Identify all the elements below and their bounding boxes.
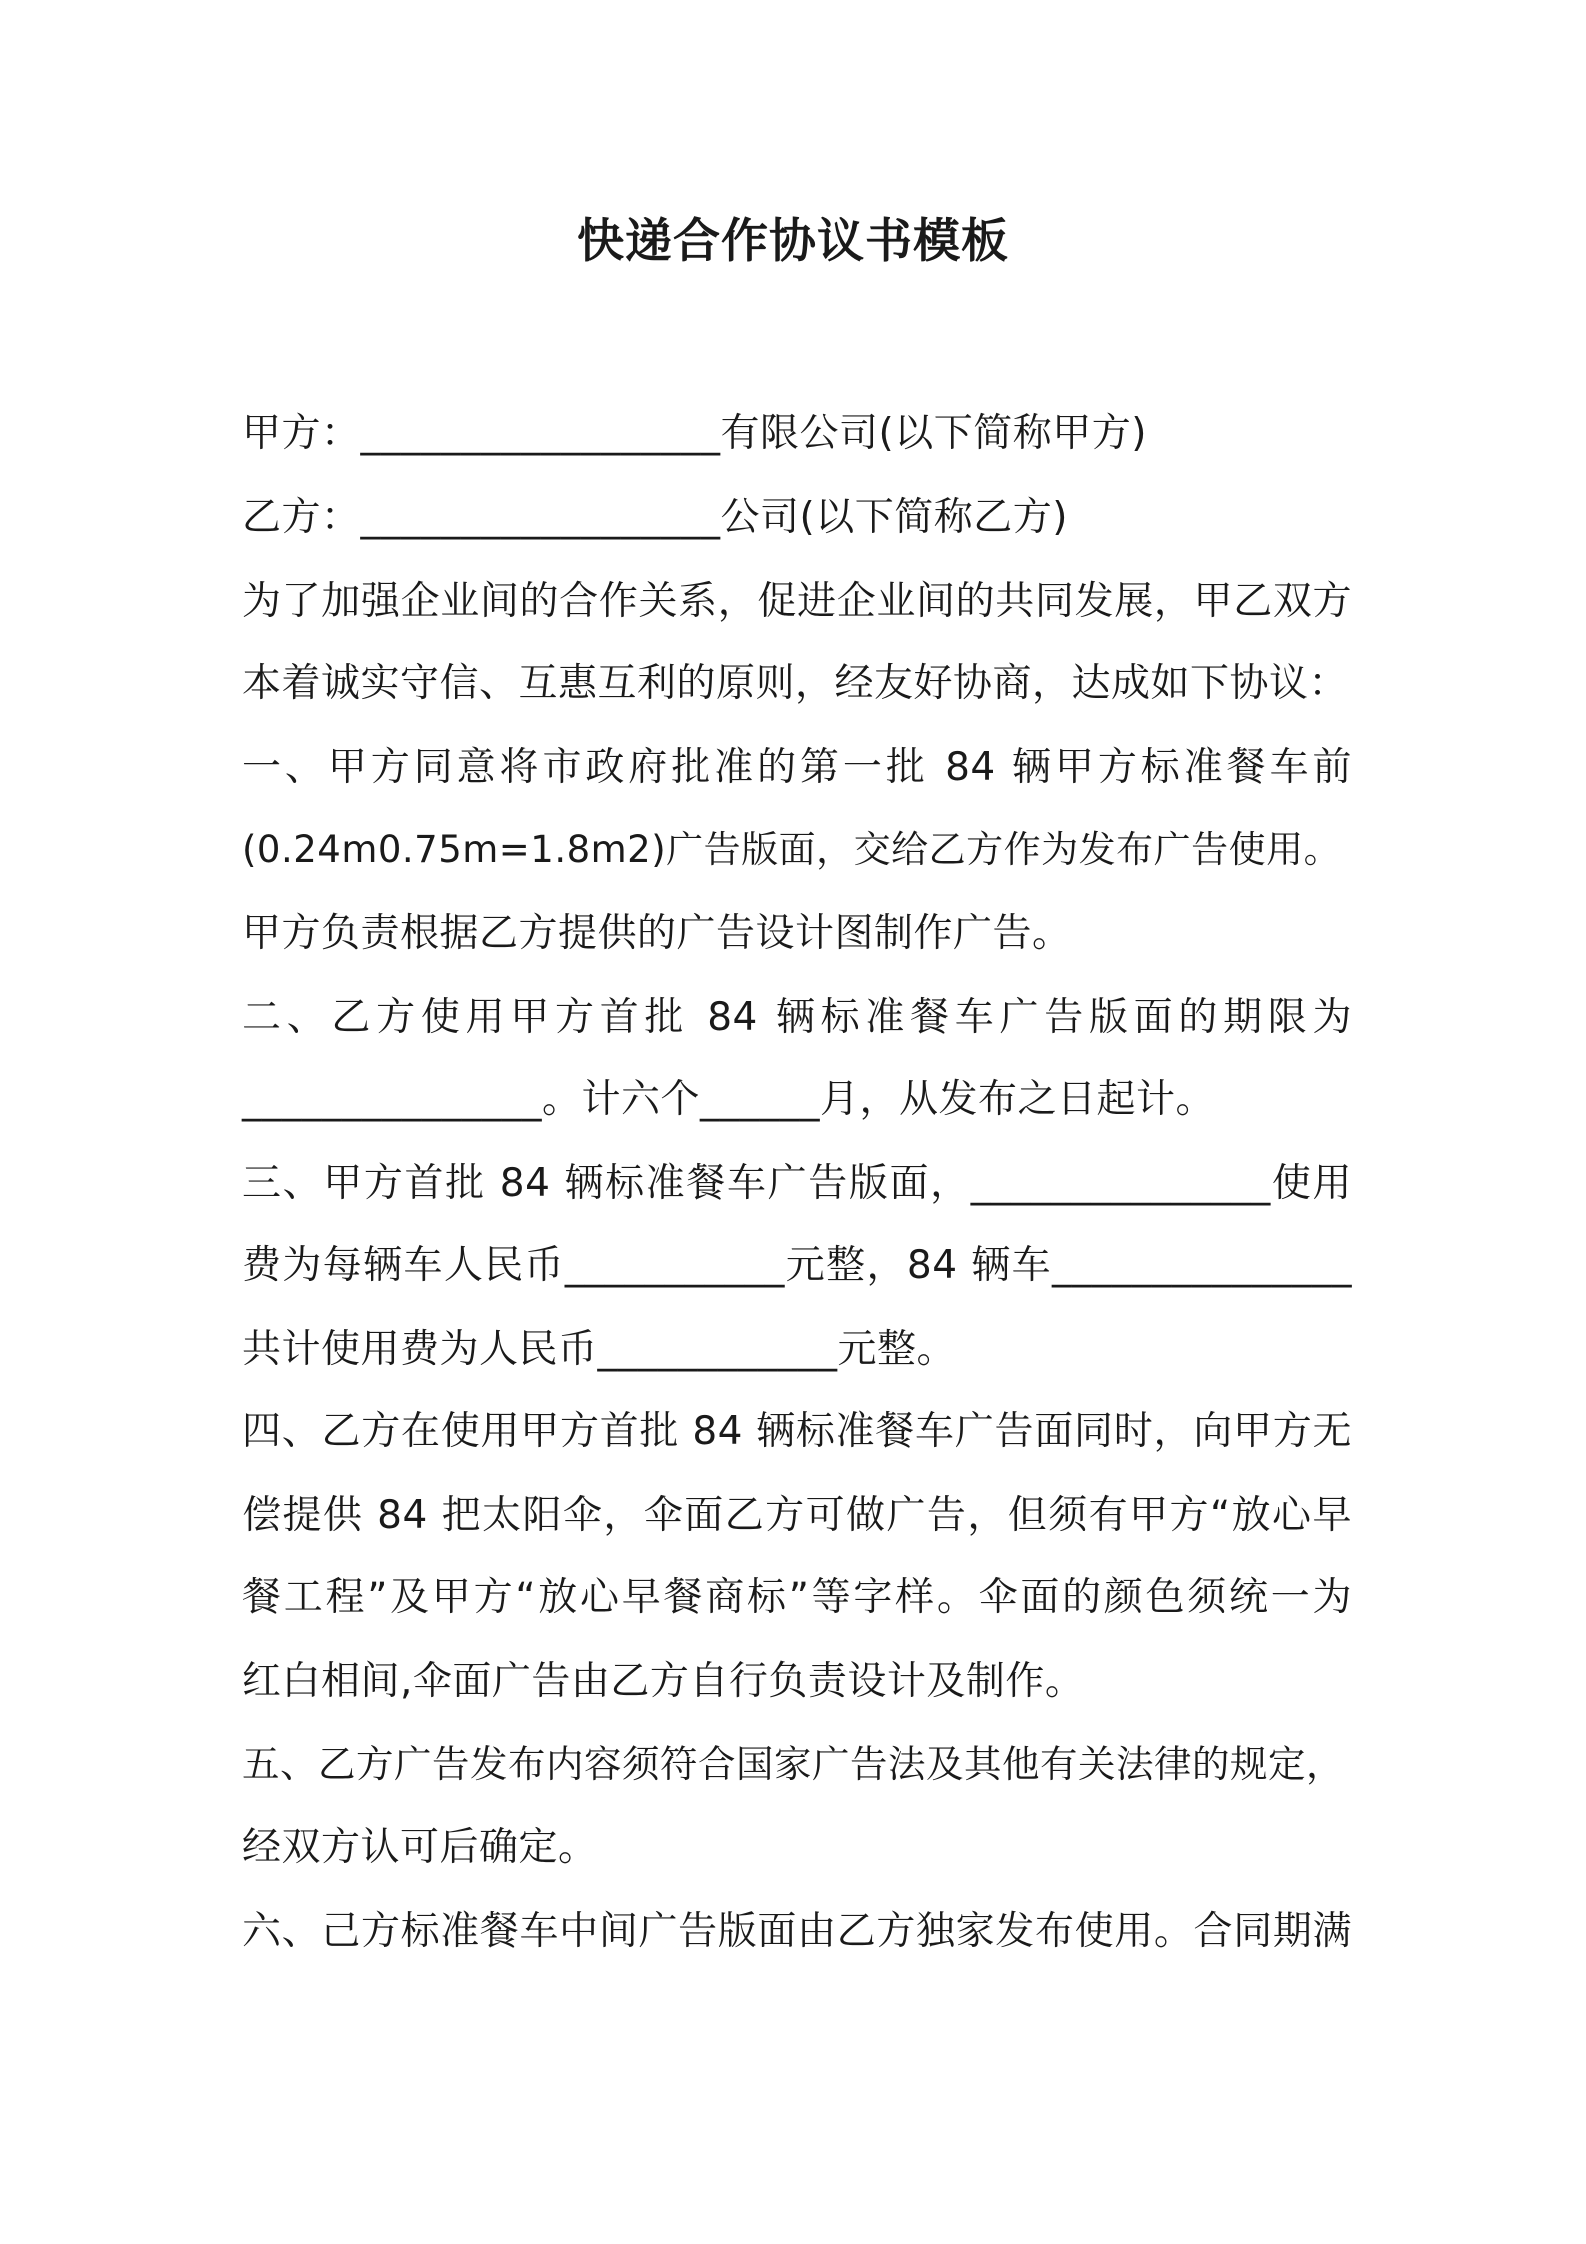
clause-6-line-1: 六、己方标准餐车中间广告版面由乙方独家发布使用。合同期满 — [242, 1909, 1352, 1954]
document-title: 快递合作协议书模板 — [577, 214, 1009, 269]
party-a-line: 甲方：__________________有限公司(以下简称甲方) — [242, 411, 1147, 456]
clause-1-line-3: 甲方负责根据乙方提供的广告设计图制作广告。 — [242, 911, 1072, 956]
party-b-line: 乙方：__________________公司(以下简称乙方) — [242, 495, 1068, 540]
clause-2-line-2: _______________。计六个______月，从发布之日起计。 — [242, 1077, 1216, 1122]
clause-5-line-1: 五、乙方广告发布内容须符合国家广告法及其他有关法律的规定， — [242, 1742, 1344, 1786]
clause-3-line-1: 三、甲方首批 84 辆标准餐车广告版面，_______________使用 — [242, 1161, 1352, 1206]
clause-4-line-4: 红白相间,伞面广告由乙方自行负责设计及制作。 — [242, 1659, 1085, 1704]
clause-3-line-3: 共计使用费为人民币____________元整。 — [242, 1327, 957, 1372]
clause-5-line-2: 经双方认可后确定。 — [242, 1825, 598, 1870]
clause-1-line-2: (0.24m0.75m=1.8m2)广告版面，交给乙方作为发布广告使用。 — [242, 828, 1342, 871]
clause-2-line-1: 二、乙方使用甲方首批 84 辆标准餐车广告版面的期限为 — [242, 995, 1352, 1040]
clause-4-line-1: 四、乙方在使用甲方首批 84 辆标准餐车广告面同时，向甲方无 — [242, 1409, 1352, 1454]
clause-1-line-1: 一、甲方同意将市政府批准的第一批 84 辆甲方标准餐车前 — [242, 745, 1352, 790]
preamble-line-2: 本着诚实守信、互惠互利的原则，经友好协商，达成如下协议： — [242, 661, 1349, 706]
clause-4-line-2: 偿提供 84 把太阳伞，伞面乙方可做广告，但须有甲方“放心早 — [242, 1493, 1352, 1538]
clause-4-line-3: 餐工程”及甲方“放心早餐商标”等字样。伞面的颜色须统一为 — [242, 1575, 1352, 1620]
preamble-line-1: 为了加强企业间的合作关系，促进企业间的共同发展，甲乙双方 — [242, 579, 1352, 624]
clause-3-line-2: 费为每辆车人民币___________元整，84 辆车_______________ — [242, 1243, 1352, 1288]
